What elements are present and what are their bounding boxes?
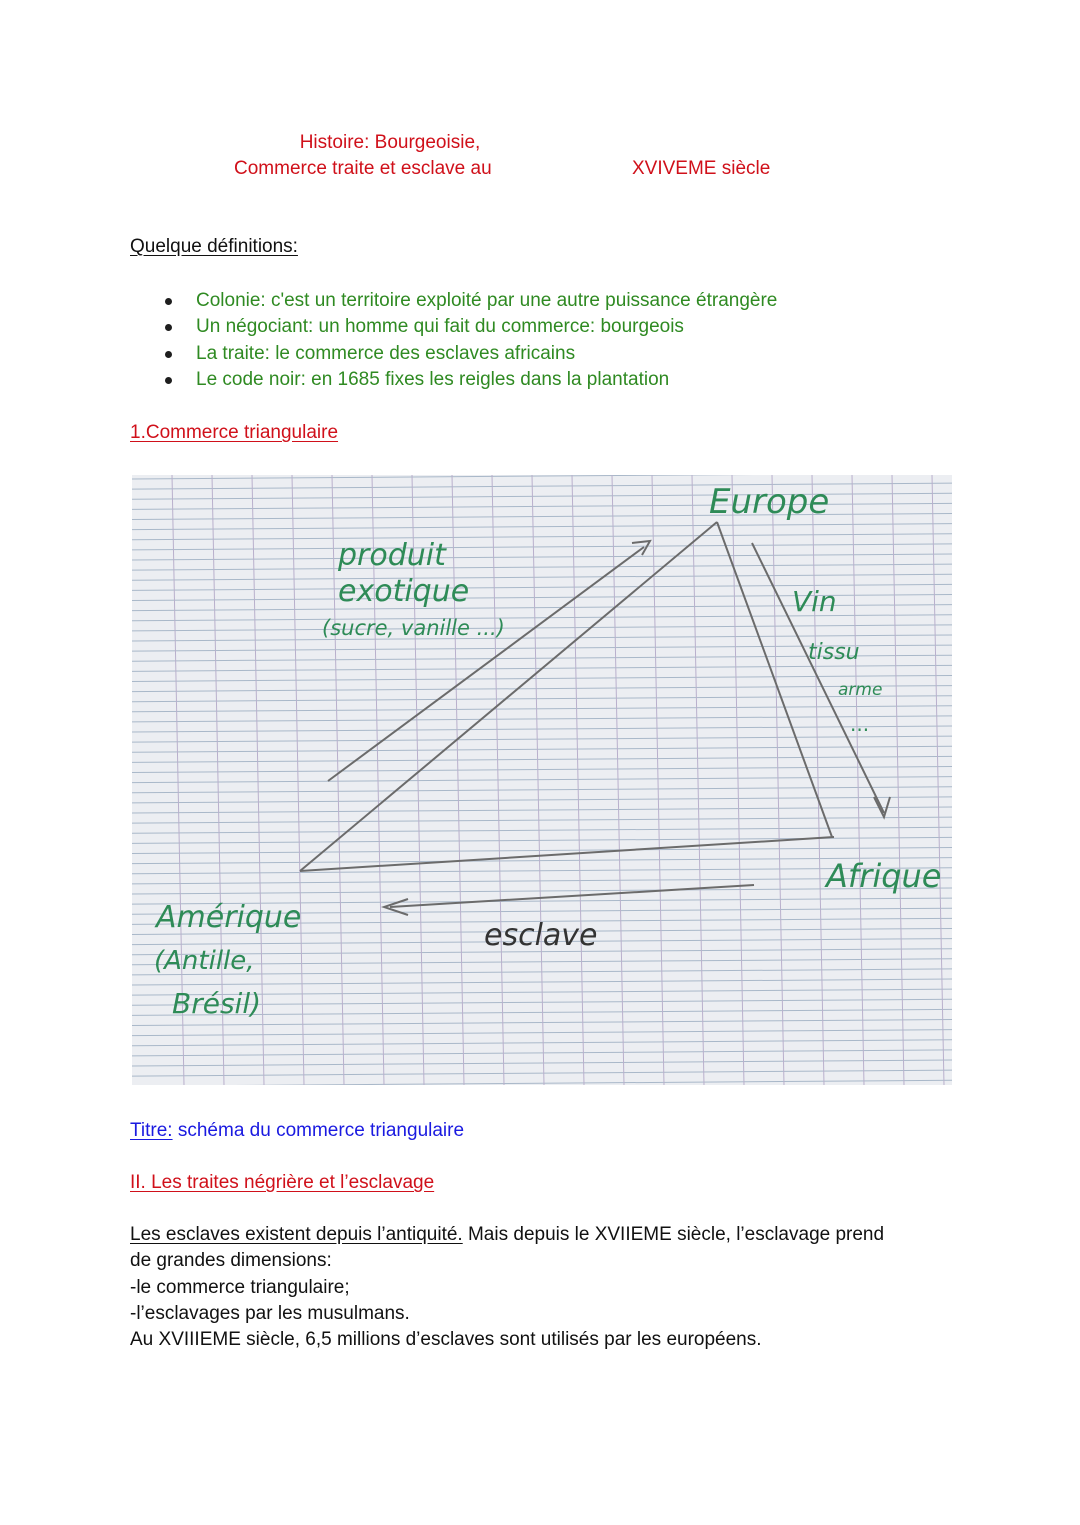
label-tissu: tissu: [808, 640, 860, 665]
paragraph-line: de grandes dimensions:: [130, 1250, 332, 1272]
list-item: [165, 288, 777, 314]
definitions-list: [165, 288, 777, 393]
list-item: [165, 314, 777, 340]
paragraph-line: [130, 1222, 950, 1248]
section-2-heading: II. Les traites négrière et l’esclavage: [130, 1172, 435, 1193]
label-produit: produit: [338, 538, 446, 573]
bullet-icon: [165, 351, 172, 358]
label-etc: ...: [850, 712, 870, 736]
definition-text: Colonie: c'est un territoire exploité par une autre puissance étrangère: [196, 290, 778, 311]
list-item: [165, 341, 777, 367]
definition-text: Un négociant: un homme qui fait du commerce: bourgeois: [196, 316, 684, 338]
label-esclave: esclave: [484, 918, 598, 953]
intro-underlined: Les esclaves existent depuis l’antiquité.: [130, 1224, 463, 1245]
label-bresil: Brésil): [172, 987, 262, 1020]
definitions-heading: Quelque définitions:: [130, 236, 298, 257]
paragraph-line: -le commerce triangulaire;: [130, 1276, 350, 1298]
caption-label: Titre:: [130, 1120, 173, 1141]
label-antille: (Antille,: [154, 946, 255, 976]
caption-text: schéma du commerce triangulaire: [172, 1120, 465, 1141]
section-2-paragraph: [130, 1222, 950, 1353]
title-century: XVIVEME siècle: [632, 158, 771, 179]
title-line-1: Histoire: Bourgeoisie,: [299, 132, 481, 153]
bullet-icon: [165, 298, 172, 305]
paragraph-line: -l’esclavages par les musulmans.: [130, 1302, 410, 1324]
title-line-2: Commerce traite et esclave au: [234, 158, 492, 179]
label-exotique: exotique: [338, 574, 470, 609]
label-arme: arme: [838, 680, 883, 700]
diagram-caption: [130, 1120, 464, 1142]
list-item: [165, 367, 777, 393]
label-europe: Europe: [709, 482, 830, 522]
bullet-icon: [165, 324, 172, 331]
section-1-heading: 1.Commerce triangulaire: [130, 422, 339, 443]
intro-rest: Mais depuis le XVIIEME siècle, l’esclavage prend: [462, 1224, 885, 1245]
paragraph-line: Au XVIIIEME siècle, 6,5 millions d’esclaves sont utilisés par les européens.: [130, 1329, 762, 1351]
bullet-icon: [165, 377, 172, 384]
definition-text: Le code noir: en 1685 fixes les reigles dans la plantation: [196, 368, 670, 390]
label-afrique: Afrique: [826, 857, 942, 895]
triangular-trade-diagram: [132, 475, 952, 1085]
label-amerique: Amérique: [156, 900, 302, 935]
label-vin: Vin: [792, 585, 837, 618]
definition-text: La traite: le commerce des esclaves africains: [196, 342, 576, 364]
label-sucre-vanille: (sucre, vanille ...): [322, 616, 505, 640]
